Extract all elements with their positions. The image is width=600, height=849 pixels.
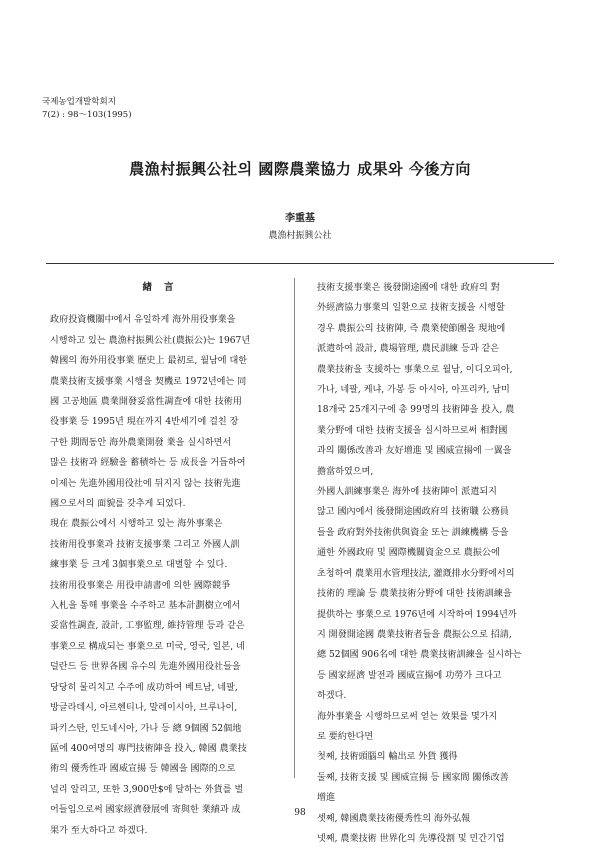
text-line: 지 開發開途國 農業技術者들을 農振公으로 招請, — [317, 629, 512, 640]
text-line: 이제는 先進外國用役社에 뒤지지 않는 技術先進 — [50, 478, 241, 489]
text-line: 파키스탄, 인도네시아, 가나 등 總 9個國 52個地 — [50, 723, 242, 734]
text-line: 로 要約한다면 — [317, 731, 374, 742]
column-divider — [294, 278, 295, 778]
text-line: 韓國의 海外用役事業 歷史上 最初로, 월남에 대한 — [50, 356, 248, 367]
text-line: 擔當하였으며, — [317, 466, 374, 477]
text-line: 政府投資機關中에서 유일하게 海外用役事業을 — [50, 315, 236, 326]
text-line: 總 52個國 906名에 대한 農業技術訓練을 실시하는 — [317, 650, 522, 661]
text-line: 農業技術支援事業 시행을 契機로 1972년에는 同 — [50, 376, 247, 387]
text-line: 技術用役事業과 技術支援事業 그리고 外國人訓 — [50, 539, 240, 550]
text-line: 技術用役事業은 用役申請書에 의한 國際競爭 — [50, 580, 231, 591]
text-line: 초청하여 農業用水管理技法, 灌漑排水分野에서의 — [317, 568, 515, 579]
text-line: 技術的 理論 등 農業技術分野에 대한 技術訓練을 — [317, 589, 512, 600]
text-line: 練事業 등 크게 3個事業으로 대별할 수 있다. — [50, 560, 228, 571]
text-line: 術의 優秀性과 國威宣揚 등 韓國을 國際的으로 — [50, 764, 236, 775]
text-line: 어들임으로써 國家經濟發展에 寄與한 業績과 成 — [50, 805, 241, 816]
right-column-body — [317, 278, 545, 849]
text-line: 들을 政府對外技術供與資金 또는 訓練機構 등을 — [317, 527, 509, 538]
text-line: 하겠다. — [317, 691, 347, 702]
page-number: 98 — [294, 808, 306, 818]
text-line: 둘째, 技術支援 및 國威宣揚 등 國家間 關係改善 — [317, 772, 509, 783]
text-line: 않고 國內에서 後發開途國政府의 技術職 公務員 — [317, 507, 509, 518]
text-line: 18개국 25개지구에 총 99명의 技術陣을 投入, 農 — [317, 405, 515, 416]
left-column — [50, 278, 278, 841]
text-line: 通한 外國政府 및 國際機關資金으로 農振公에 — [317, 548, 500, 559]
text-line: 덜란드 등 世界各國 유수의 先進外國用役社들을 — [50, 662, 241, 673]
text-line: 海外事業을 시행하므로써 얻는 效果를 몇가지 — [317, 711, 498, 722]
paper-title: 農漁村振興公社의 國際農業協力 成果와 今後方向 — [129, 160, 471, 178]
text-line: 事業으로 構成되는 事業으로 미국, 영국, 일본, 네 — [50, 641, 245, 652]
text-line: 外經濟協力事業의 일환으로 技術支援을 시행할 — [317, 303, 505, 314]
text-line: 業分野에 대한 技術支援을 실시하므로써 相對國 — [317, 425, 508, 436]
text-line: 妥當性調査, 設計, 工事監理, 維持管理 등과 같은 — [50, 621, 245, 632]
text-line: 시행하고 있는 農漁村振興公社(農振公)는 1967년 — [50, 335, 251, 346]
left-column-body — [50, 310, 278, 841]
text-line: 役事業 등 1995년 現在까지 4반세기에 걸친 장 — [50, 417, 239, 428]
text-line: 과의 關係改善과 友好增進 및 國威宣揚에 一翼을 — [317, 446, 512, 457]
author-affiliation: 農漁村振興公社 — [268, 231, 332, 241]
text-line: 區에 400여명의 專門技術陣을 投入, 韓國 農業技 — [50, 743, 247, 754]
text-line: 現在 農振公에서 시행하고 있는 海外事業은 — [50, 519, 223, 530]
text-line: 技術支援事業은 後發開途國에 대한 政府의 對 — [317, 283, 500, 293]
text-line: 당당히 물리치고 수주에 成功하여 베트남, 네팔, — [50, 682, 238, 693]
journal-name: 국제농업개발학회지 — [42, 97, 116, 107]
text-line: 등 國家經濟 발전과 國威宣揚에 功勞가 크다고 — [317, 670, 502, 681]
text-line: 提供하는 事業으로 1976년에 시작하여 1994년까 — [317, 609, 517, 620]
section-title: 緖言 — [142, 282, 186, 293]
text-line: 派遣하여 設計, 農場管理, 農民訓練 등과 같은 — [317, 344, 500, 355]
text-line: 가나, 네팔, 케냐, 가봉 등 아시아, 아프리카, 남미 — [317, 385, 510, 396]
journal-volume: 7(2) : 98～103(1995) — [42, 110, 132, 120]
text-line: 넷째, 農業技術 世界化의 先導役割 및 민간기업 — [317, 833, 505, 844]
text-line: 많은 技術과 經驗을 蓄積하는 등 成長을 거듭하여 — [50, 458, 246, 469]
text-line: 방글라데시, 아르헨티나, 말레이시아, 브루나이, — [50, 703, 238, 714]
text-line: 셋째, 韓國農業技術優秀性의 海外弘報 — [317, 813, 471, 824]
text-line: 國 고공地區 農業開發妥當性調査에 대한 技術用 — [50, 397, 242, 408]
text-line: 널리 알리고, 또한 3,900만$에 달하는 外貨를 벌 — [50, 784, 244, 795]
right-column — [317, 278, 545, 849]
author-name: 李重基 — [285, 213, 315, 224]
journal-header — [42, 96, 132, 122]
title-divider — [46, 263, 554, 264]
text-line: 國으로서의 面貌를 갖추게 되었다. — [50, 499, 186, 510]
text-line: 增進 — [317, 793, 336, 804]
text-line: 外國人訓練事業은 海外에 技術陣이 派遣되지 — [317, 487, 497, 498]
text-line: 入札을 통해 事業을 수주하고 基本計劃樹立에서 — [50, 601, 241, 612]
text-line: 첫째, 技術頭腦의 輸出로 外貨 獲得 — [317, 752, 458, 763]
text-line: 果가 至大하다고 하겠다. — [50, 825, 148, 836]
text-line: 農業技術을 支援하는 事業으로 월남, 이디오피아, — [317, 364, 513, 375]
text-line: 경우 農振公의 技術陣, 즉 農業使節團을 現地에 — [317, 323, 506, 334]
text-line: 구한 期間동안 海外農業開發 業을 실시하면서 — [50, 437, 232, 448]
